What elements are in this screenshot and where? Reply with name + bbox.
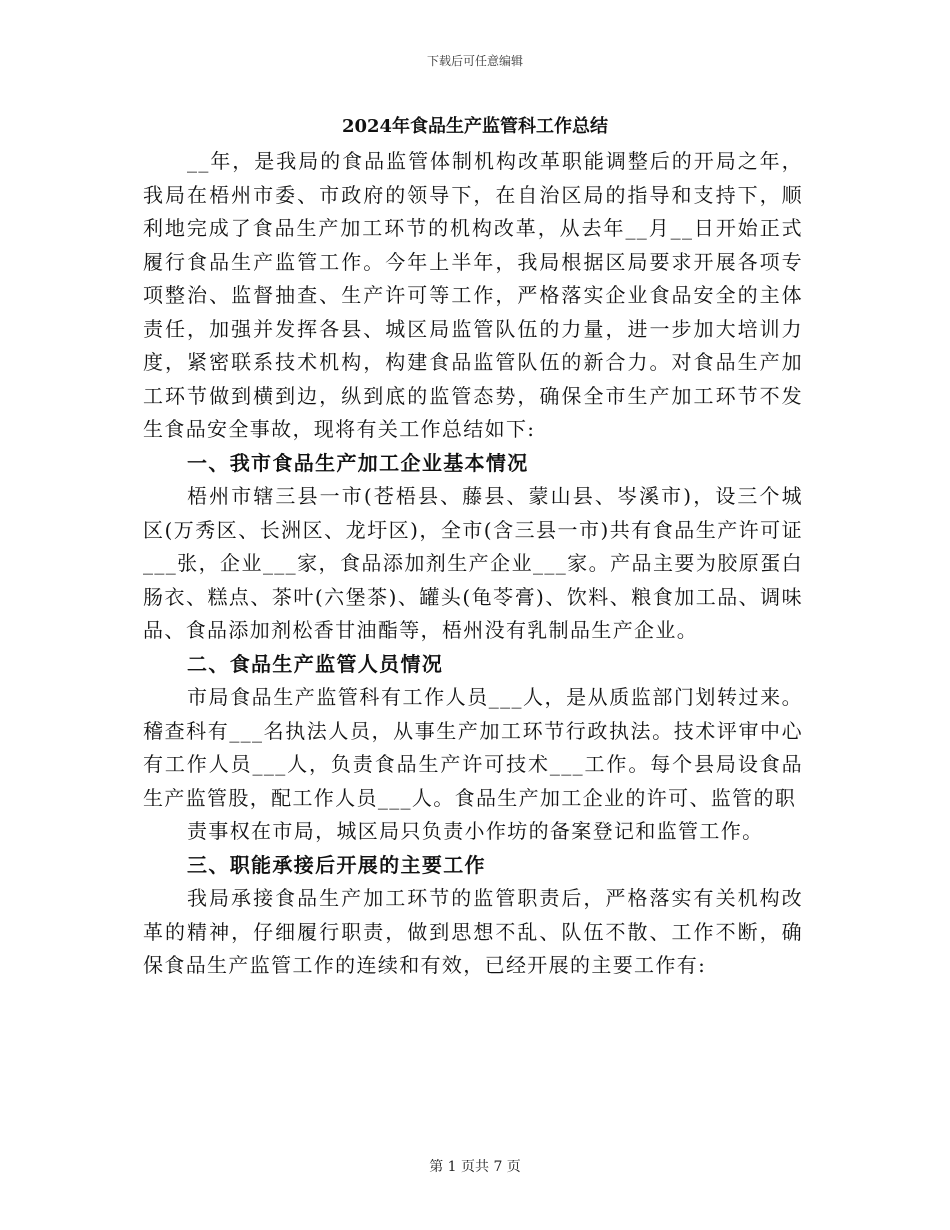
document-body: [143, 145, 803, 983]
page-header: 下载后可任意编辑: [426, 54, 523, 68]
document-title: 2024年食品生产监管科工作总结: [341, 116, 609, 137]
section-1-paragraph: 梧州市辖三县一市(苍梧县、藤县、蒙山县、岑溪市)，设三个城区(万秀区、长洲区、龙圩区)，全市(含三县一市)共有食品生产许可证___张，企业___家，食品添加剂生产企业___家。产品主要为胶原蛋白肠衣、糕点、茶叶(六堡茶)、罐头(龟苓膏)、饮料、粮食加工品、调味品、食品添加剂松香甘油酯等，梧州没有乳制品生产企业。: [143, 484, 803, 642]
intro-paragraph: __年，是我局的食品监管体制机构改革职能调整后的开局之年，我局在梧州市委、市政府的领导下，在自治区局的指导和支持下，顺利地完成了食品生产加工环节的机构改革，从去年__月__日开始正式履行食品生产监管工作。今年上半年，我局根据区局要求开展各项专项整治、监督抽查、生产许可等工作，严格落实企业食品安全的主体责任，加强并发挥各县、城区局监管队伍的力量，进一步加大培训力度，紧密联系技术机构，构建食品监管队伍的新合力。对食品生产加工环节做到横到边，纵到底的监管态势，确保全市生产加工环节不发生食品安全事故，现将有关工作总结如下:: [143, 149, 803, 441]
section-2-paragraph-cont: 责事权在市局，城区局只负责小作坊的备案登记和监管工作。: [187, 819, 764, 843]
section-3-paragraph: 我局承接食品生产加工环节的监管职责后，严格落实有关机构改革的精神，仔细履行职责，做到思想不乱、队伍不散、工作不断，确保食品生产监管工作的连续和有效，已经开展的主要工作有:: [143, 886, 803, 977]
section-heading-1: 一、我市食品生产加工企业基本情况: [187, 450, 529, 475]
section-heading-2: 二、食品生产监管人员情况: [187, 651, 444, 676]
section-heading-3: 三、职能承接后开展的主要工作: [187, 852, 486, 877]
page-number-footer: 第 1 页共 7 页: [429, 1159, 521, 1175]
section-2-paragraph: 市局食品生产监管科有工作人员___人，是从质监部门划转过来。稽查科有___名执法人员，从事生产加工环节行政执法。技术评审中心有工作人员___人，负责食品生产许可技术___工作。每个县局设食品生产监管股，配工作人员___人。食品生产加工企业的许可、监管的职: [143, 685, 803, 810]
